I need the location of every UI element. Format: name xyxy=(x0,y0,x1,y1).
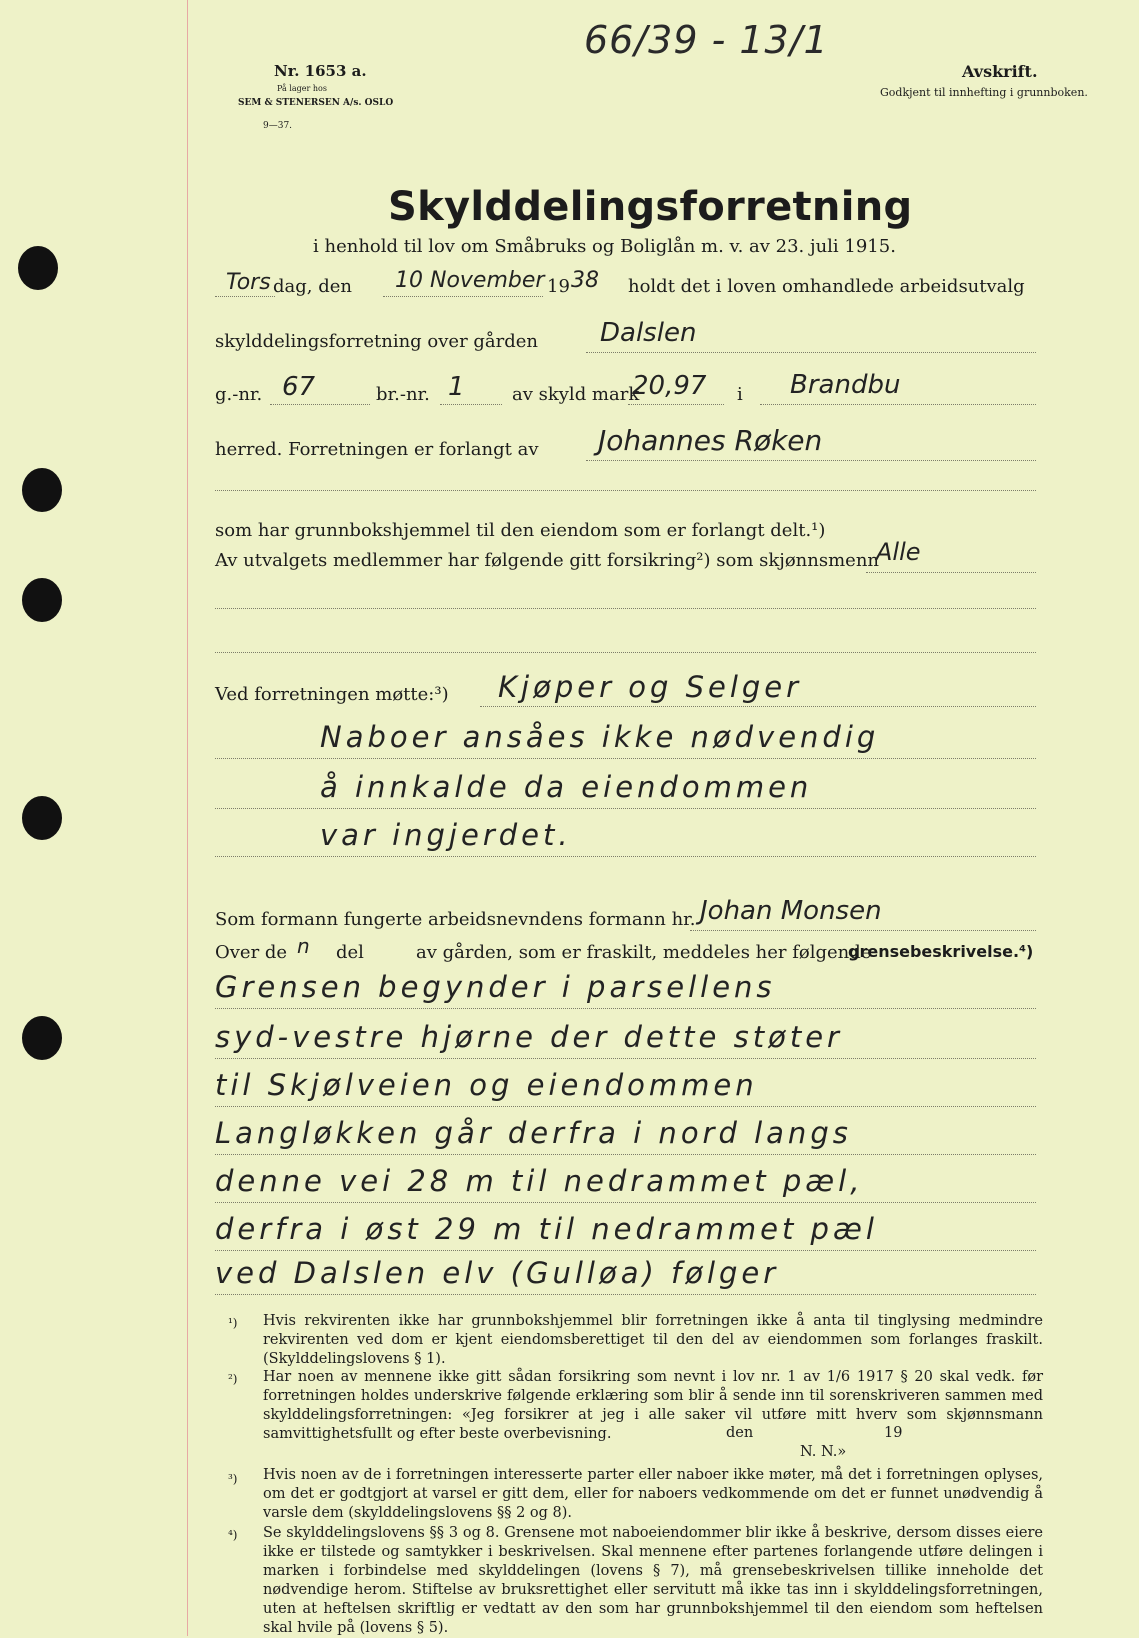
footnote-signature: N. N.» xyxy=(800,1444,847,1460)
dotted-line xyxy=(586,352,1036,353)
handwritten-chairman: Johan Monsen xyxy=(700,896,882,926)
year-printed: 19 xyxy=(547,276,570,297)
binder-hole xyxy=(22,468,62,512)
dotted-line xyxy=(215,758,1036,759)
dotted-line xyxy=(215,1154,1036,1155)
copy-label: Avskrift. xyxy=(962,62,1038,81)
dotted-line xyxy=(215,1058,1036,1059)
binder-hole xyxy=(22,578,62,622)
print-date: 9—37. xyxy=(263,121,293,131)
form-text: Av utvalgets medlemmer har følgende gitt forsikring²) som skjønnsmenn xyxy=(215,550,880,571)
handwritten-gnr: 67 xyxy=(282,372,316,402)
binder-hole xyxy=(22,796,62,840)
dotted-line xyxy=(215,1250,1036,1251)
handwritten-farm-name: Dalslen xyxy=(600,318,697,348)
dotted-line xyxy=(215,1294,1036,1295)
handwritten-boundary-line: Langløkken går derfra i nord langs xyxy=(215,1116,852,1150)
dotted-line xyxy=(215,1106,1036,1107)
dotted-line xyxy=(215,490,1036,491)
dotted-line xyxy=(270,404,370,405)
handwritten-day: Tors xyxy=(226,270,271,295)
form-text: Som formann fungerte arbeidsnevndens formann hr. xyxy=(215,909,696,930)
footnote-text: Se skylddelingslovens §§ 3 og 8. Grensene mot naboeiendommer blir ikke å beskrive, dersom disses eiere ikke er tilstede og samtykker i beskrivelsen. Skal mennene efter partenes forlangende utføre delingen i marken i forbindelse med skylddelingen (lovens § 7), må grensebeskrivelsen tillike inneholde det nødvendige herom. Stiftelse av bruksrettighet eller servitutt må ikke tas inn i skylddelingsforretningen, uten at heftelsen skriftlig er vedtatt av den som har grunnbokshjemmel til den eiendom som heftelsen skal hvile på (lovens § 5). xyxy=(263,1525,1043,1636)
dotted-line xyxy=(215,1008,1036,1009)
dotted-line xyxy=(215,1202,1036,1203)
gnr-label: g.-nr. xyxy=(215,384,263,405)
dotted-line xyxy=(480,706,1036,707)
handwritten-bnr: 1 xyxy=(448,372,465,402)
form-text: skylddelingsforretning over gården xyxy=(215,331,539,352)
form-text: holdt det i loven omhandlede arbeidsutvalg xyxy=(628,276,1025,297)
handwritten-boundary-line: ved Dalslen elv (Gulløa) følger xyxy=(215,1256,780,1290)
handwritten-boundary-line: til Skjølveien og eiendommen xyxy=(215,1068,758,1102)
footnote-text: Hvis noen av de i forretningen interesserte parter eller naboer ikke møter, må det i forretningen oplyses, om det er godtgjort at varsel er gitt dem, eller for naboers vedkommende om det er funnet unødvendig å varsle dem (skylddelingslovens §§ 2 og 8). xyxy=(263,1467,1043,1521)
handwritten-skyld: 20,97 xyxy=(632,371,707,401)
footnote-mark: ¹) xyxy=(228,1316,238,1330)
footnote-text: Hvis rekvirenten ikke har grunnbokshjemmel blir forretningen ikke å anta til tinglysing medmindre rekvirenten ved dom er kjent eiendomsberettiget til den del av eiendommen som forlanges fraskilt. (Skylddelingslovens § 1). xyxy=(263,1313,1043,1367)
handwritten-boundary-line: derfra i øst 29 m til nedrammet pæl xyxy=(215,1212,878,1246)
form-text: dag, den xyxy=(273,276,352,297)
document-title: Skylddelingsforretning xyxy=(388,184,913,230)
dotted-line xyxy=(760,404,1036,405)
dotted-line xyxy=(215,296,275,297)
handwritten-boundary-line: denne vei 28 m til nedrammet pæl, xyxy=(215,1164,864,1198)
dotted-line xyxy=(215,856,1036,857)
del-label: del xyxy=(336,942,364,963)
dotted-line xyxy=(383,296,543,297)
handwritten-boundary-line: syd-vestre hjørne der dette støter xyxy=(215,1020,843,1054)
handwritten-part: n xyxy=(297,934,310,958)
handwritten-boundary-line: Grensen begynder i parsellens xyxy=(215,970,776,1004)
dotted-line xyxy=(866,572,1036,573)
handwritten-forsikring: Alle xyxy=(876,538,921,566)
copy-note: Godkjent til innhefting i grunnboken. xyxy=(880,86,1088,99)
printer-name: SEM & STENERSEN A/s. OSLO xyxy=(238,98,394,108)
footnote-date-label: den xyxy=(726,1425,754,1441)
form-number: Nr. 1653 a. xyxy=(274,62,367,80)
dotted-line xyxy=(215,608,1036,609)
form-text: av gården, som er fraskilt, meddeles her følgende xyxy=(416,942,872,963)
dotted-line xyxy=(690,930,1036,931)
form-text: Over de xyxy=(215,942,288,963)
i-label: i xyxy=(737,384,743,405)
document-subtitle: i henhold til lov om Småbruks og Boliglån m. v. av 23. juli 1915. xyxy=(313,236,896,257)
binder-hole xyxy=(22,1016,62,1060)
dotted-line xyxy=(586,460,1036,461)
binder-hole xyxy=(18,246,58,290)
dotted-line xyxy=(215,808,1036,809)
archive-number: 66/39 - 13/1 xyxy=(584,18,829,62)
form-text: Ved forretningen møtte:³) xyxy=(215,684,449,705)
form-text: som har grunnbokshjemmel til den eiendom som er forlangt delt.¹) xyxy=(215,520,826,541)
boundary-label: grensebeskrivelse.⁴) xyxy=(848,942,1034,961)
dotted-line xyxy=(628,404,724,405)
footnote-mark: ⁴) xyxy=(228,1528,238,1542)
footnote-text: Har noen av mennene ikke gitt sådan forsikring som nevnt i lov nr. 1 av 1/6 1917 § 20 skal vedk. før forretningen holdes underskrive følgende erklæring som blir å sende inn til sorenskriveren sammen med skylddelingsforretningen: «Jeg forsikrer at jeg i alle saker vil utføre mitt hverv som skjønnsmann samvittighetsfullt og efter beste overbevisning. xyxy=(263,1369,1043,1442)
handwritten-year: 38 xyxy=(571,268,599,293)
footnote-year: 19 xyxy=(884,1425,903,1441)
form-text: herred. Forretningen er forlangt av xyxy=(215,439,539,460)
handwritten-attendance-line: var ingjerdet. xyxy=(320,818,572,852)
bnr-label: br.-nr. xyxy=(376,384,430,405)
printer-line: På lager hos xyxy=(277,84,327,93)
handwritten-attendance-line: å innkalde da eiendommen xyxy=(320,770,813,804)
handwritten-municipality: Brandbu xyxy=(790,370,901,400)
handwritten-attendance-line: Kjøper og Selger xyxy=(498,670,803,704)
handwritten-requester: Johannes Røken xyxy=(598,424,823,457)
handwritten-attendance-line: Naboer ansåes ikke nødvendig xyxy=(320,720,880,754)
dotted-line xyxy=(440,404,502,405)
footnote-mark: ³) xyxy=(228,1472,238,1486)
handwritten-date: 10 November xyxy=(395,268,545,293)
skyld-label: av skyld mark xyxy=(512,384,640,405)
footnote-mark: ²) xyxy=(228,1372,238,1386)
margin-rule xyxy=(187,0,188,1636)
dotted-line xyxy=(215,652,1036,653)
